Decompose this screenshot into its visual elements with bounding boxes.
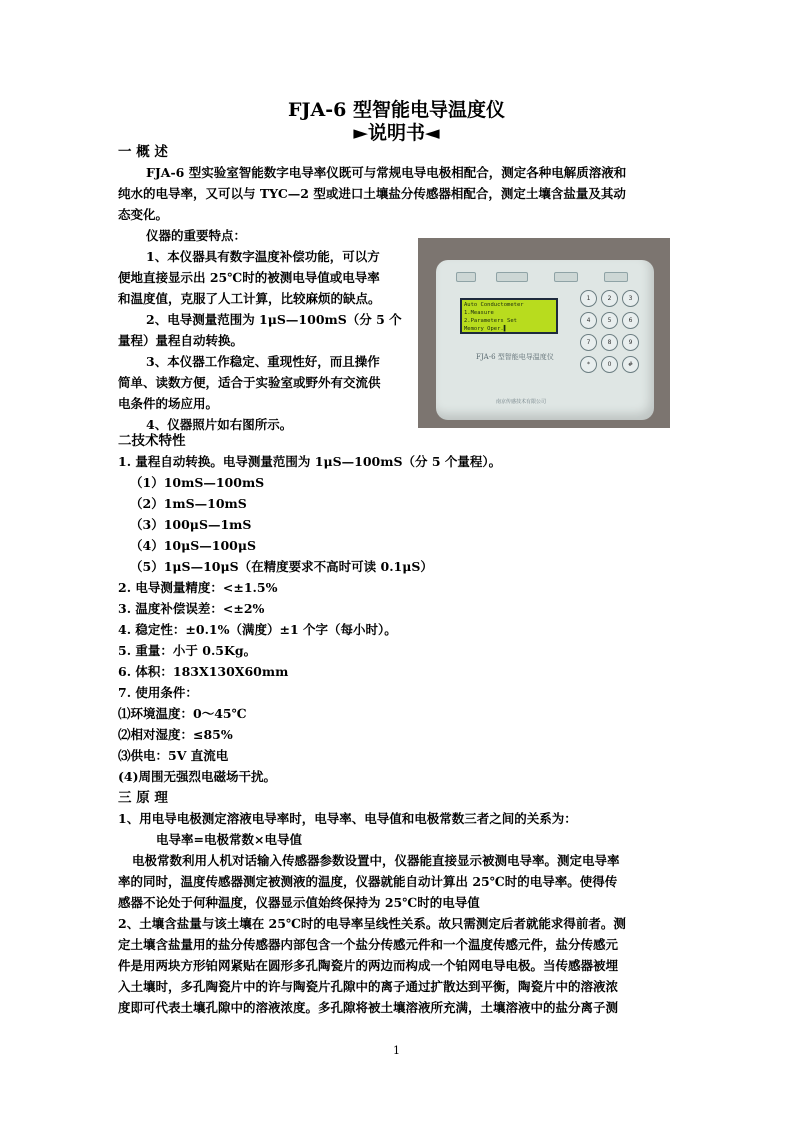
spec-line: 7. 使用条件： xyxy=(118,685,198,700)
spec-line: 6. 体积：183Ⅹ130Ⅹ60mm xyxy=(118,664,289,679)
device-photo xyxy=(418,238,670,428)
section-heading-principle: 三 原 理 xyxy=(118,790,168,806)
keypad-key: 5 xyxy=(601,312,618,329)
spec-line: 5. 重量：小于 0.5Kg。 xyxy=(118,643,257,658)
paragraph-line: 和温度值，克服了人工计算，比较麻烦的缺点。 xyxy=(118,291,381,306)
section-heading-overview: 一 概 述 xyxy=(118,144,168,160)
formula-line: 电导率=电极常数×电导值 xyxy=(156,832,302,847)
paragraph-line: 态变化。 xyxy=(118,207,169,222)
keypad-key: 3 xyxy=(622,290,639,307)
keypad-key: 1 xyxy=(580,290,597,307)
spec-line: （3）100μS—1mS xyxy=(130,517,252,532)
keypad-key: 4 xyxy=(580,312,597,329)
keypad-key: * xyxy=(580,356,597,373)
paragraph-line: 便地直接显示出 25℃时的被测电导值或电导率 xyxy=(118,270,380,285)
paragraph-line: 3、本仪器工作稳定、重现性好，而且操作 xyxy=(146,354,380,369)
keypad-key: 7 xyxy=(580,334,597,351)
paragraph-line: 1、本仪器具有数字温度补偿功能，可以方 xyxy=(146,249,380,264)
keypad-key: 2 xyxy=(601,290,618,307)
keypad-key: # xyxy=(622,356,639,373)
paragraph-line: 2、土壤含盐量与该土壤在 25℃时的电导率呈线性关系。故只需测定后者就能求得前者。测 xyxy=(118,916,626,931)
keypad-key: 6 xyxy=(622,312,639,329)
spec-line: ⑶供电：5V 直流电 xyxy=(118,748,229,763)
spec-line: （2）1mS—10mS xyxy=(130,496,247,511)
paragraph-line: 仪器的重要特点： xyxy=(146,228,247,243)
paragraph-line: 率的同时，温度传感器测定被测液的温度，仪器就能自动计算出 25℃时的电导率。使得传 xyxy=(118,874,618,889)
paragraph-line: 感器不论处于何种温度，仪器显示值始终保持为 25℃时的电导值 xyxy=(118,895,480,910)
spec-line: 3. 温度补偿误差：<±2% xyxy=(118,601,265,616)
section-heading-specs: 二技术特性 xyxy=(118,433,186,449)
spec-line: 2. 电导测量精度：<±1.5% xyxy=(118,580,278,595)
lcd-screen: Auto Conductometer 1.Measure 2.Parameters Set Memory Oper.▌ xyxy=(460,298,558,334)
document-title: FJA-6 型智能电导温度仪 xyxy=(288,99,505,121)
document-subtitle: ►说明书◄ xyxy=(353,122,440,144)
spec-line: ⑵相对湿度：≤85% xyxy=(118,727,233,742)
paragraph-line: 电极常数利用人机对话输入传感器参数设置中，仪器能直接显示被测电导率。测定电导率 xyxy=(132,853,620,868)
keypad-key: 8 xyxy=(601,334,618,351)
keypad-key: 9 xyxy=(622,334,639,351)
paragraph-line: 2、电导测量范围为 1μS—100mS（分 5 个 xyxy=(146,312,402,327)
device-body xyxy=(436,260,654,420)
paragraph-line: 简单、读数方便，适合于实验室或野外有交流供 xyxy=(118,375,381,390)
spec-line: （4）10μS—100μS xyxy=(130,538,257,553)
device-label: FJA-6 型智能电导温度仪 xyxy=(476,353,554,361)
paragraph-line: FJA-6 型实验室智能数字电导率仪既可与常规电导电极相配合，测定各种电解质溶液和 xyxy=(146,165,627,180)
paragraph-line: 纯水的电导率，又可以与 TYC—2 型或进口土壤盐分传感器相配合，测定土壤含盐量及其动 xyxy=(118,186,626,201)
keypad xyxy=(580,290,638,378)
paragraph-line: 度即可代表土壤孔隙中的溶液浓度。多孔隙将被土壤溶液所充满，土壤溶液中的盐分离子测 xyxy=(118,1000,619,1015)
spec-line: 4. 稳定性：±0.1%（满度）±1 个字（每小时）。 xyxy=(118,622,397,637)
spec-line: （1）10mS—100mS xyxy=(130,475,265,490)
paragraph-line: 入土壤时，多孔陶瓷片中的许与陶瓷片孔隙中的离子通过扩散达到平衡，陶瓷片中的溶液浓 xyxy=(118,979,619,994)
spec-line: 1. 量程自动转换。电导测量范围为 1μS—100mS（分 5 个量程）。 xyxy=(118,454,502,469)
paragraph-line: 件是用两块方形铂网紧贴在圆形多孔陶瓷片的两边而构成一个铂网电导电极。当传感器被埋 xyxy=(118,958,619,973)
spec-line: (4)周围无强烈电磁场干扰。 xyxy=(118,769,277,784)
paragraph-line: 电条件的场应用。 xyxy=(118,396,219,411)
paragraph-line: 定土壤含盐量用的盐分传感器内部包含一个盐分传感元件和一个温度传感元件，盐分传感元 xyxy=(118,937,619,952)
paragraph-line: 4、仪器照片如右图所示。 xyxy=(146,417,293,432)
paragraph-line: 1、用电导电极测定溶液电导率时，电导率、电导值和电极常数三者之间的关系为： xyxy=(118,811,577,826)
paragraph-line: 量程）量程自动转换。 xyxy=(118,333,244,348)
keypad-key: 0 xyxy=(601,356,618,373)
device-maker: 南京传感技术有限公司 xyxy=(496,399,547,405)
page-number: 1 xyxy=(393,1044,400,1057)
spec-line: ⑴环境温度：0～45℃ xyxy=(118,706,247,721)
spec-line: （5）1μS—10μS（在精度要求不高时可读 0.1μS） xyxy=(130,559,433,574)
